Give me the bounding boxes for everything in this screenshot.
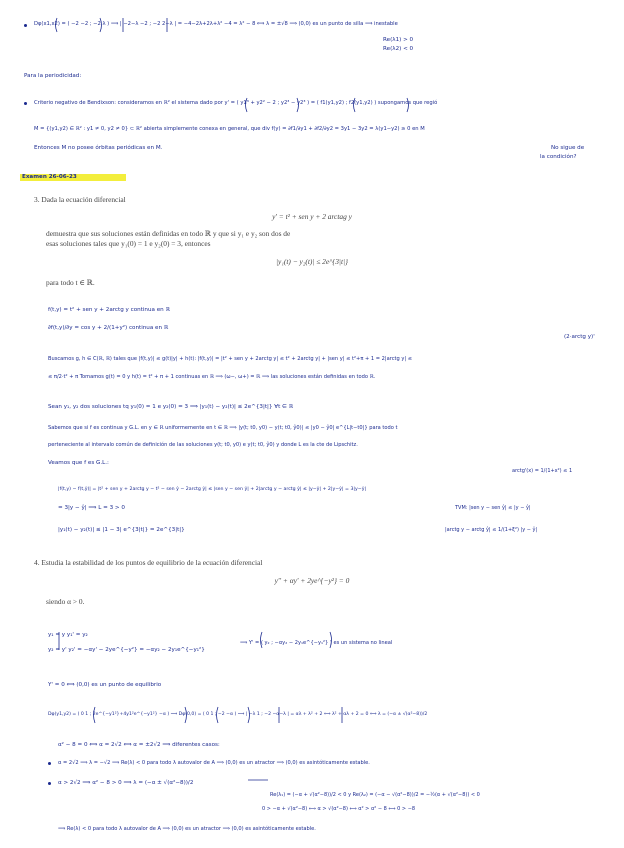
q3-text-2: esas soluciones tales que y₁(0) = 1 e y₂(0) = 3, entonces [46, 239, 211, 248]
q3-theorem-2: perteneciente al intervalo común de definición de las soluciones y(t; t0, y0) e y(t; t0, ŷ0) y donde L es la cte de Lipschitz. [48, 442, 358, 448]
q4-equilibrium: Y' = 0 ⟺ (0,0) es un punto de equilibrio [48, 682, 162, 688]
q3-right-note-3: |arctg y − arctg ŷ| ≤ 1/(1+ξ²) |y − ŷ| [445, 527, 538, 533]
q3-lipschitz-line: |f(t,y) − f(t,ŷ)| = |t² + sen y + 2arctg y − t² − sen ŷ − 2arctg ŷ| ≤ |sen y − sen ŷ| + 2|arctg y − arctg ŷ| ≤ |y−ŷ| + 2|y−ŷ| = 3|y−ŷ| [58, 487, 367, 492]
q3-equation: y' = t² + sen y + 2 arctag y [272, 212, 352, 221]
q3-forall: para todo t ∈ ℝ. [46, 278, 95, 287]
exam-label: Examen 26-06-23 [22, 174, 77, 180]
eigen-real-part-2: Re(λ2) < 0 [383, 46, 414, 52]
q4-equation: y'' + αy' + 2ye^{−y²} = 0 [274, 576, 350, 585]
q3-lipschitz-constant: = 3|y − ŷ| ⟹ L = 3 > 0 [58, 505, 125, 511]
bullet-icon [24, 24, 27, 27]
q3-right-note-1: arctg'(x) = 1/(1+x²) ≤ 1 [512, 468, 573, 474]
q4-system-2: y₂ = y' y₂' = −αy' − 2ye^{−y²} = −αy₂ − 2y₁e^{−y₁²} [48, 647, 205, 653]
bendixson-conclusion: Entonces M no posee órbitas periódicas en M. [34, 145, 163, 151]
q4-inequality-chain: 0 > −α + √(α²−8) ⟺ α > √(α²−8) ⟺ α² > α² − 8 ⟺ 0 > −8 [262, 806, 416, 812]
margin-note-1: No sigue de [551, 145, 585, 151]
q4-system-1: y₁ = y y₁' = y₂ [48, 632, 88, 638]
bullet-icon [48, 782, 51, 785]
bullet-icon [48, 762, 51, 765]
q4-condition: siendo α > 0. [46, 597, 85, 606]
q3-solutions: Sean y₁, y₂ dos soluciones tq y₁(0) = 1 e y₂(0) = 3 ⟹ |y₁(t) − y₂(t)| ≤ 2e^{3|t|} ∀t ∈ ℝ [48, 404, 294, 410]
q4-conclusion: ⟹ Re(λ) < 0 para todo λ autovalor de A ⟹ (0,0) es un atractor ⟹ (0,0) es asintóticamente estable. [58, 826, 316, 832]
q4-jacobian: Dφ(y1,y2) = ( 0 1 ; 2e^{−y1²}+4y1²e^{−y1²} −α ) ⟹ Dφ(0,0) = ( 0 1 ; −2 −α ) ⟹ | −λ 1 ; −2 −α−λ | = αλ + λ² + 2 ⟺ λ² + αλ + 2 = 0 ⟺ λ = (−α ± √(α²−8))/2 [48, 712, 428, 717]
q3-f-continuity: f(t,y) = t² + sen y + 2arctg y continua en ℝ [48, 307, 170, 313]
bullet-icon [24, 102, 27, 105]
periodicity-title: Para la periodicidad: [24, 73, 82, 79]
q3-inequality: |y₁(t) − y₂(t)| ≤ 2e^{3|t|} [276, 257, 348, 266]
q3-df-continuity: ∂f(t,y)/∂y = cos y + 2/(1+y²) continua en ℝ [48, 325, 169, 331]
q4-cases-title: α² − 8 = 0 ⟺ α = 2√2 ⟺ α = ±2√2 ⟹ diferentes casos: [58, 742, 220, 748]
jacobian-line: Dφ(x1,x2) = ( −2 −2 ; −2 λ ) ⟹ | −2−λ −2 ; −2 2−λ | = −4−2λ+2λ+λ² −4 = λ² − 8 ⟺ λ = ±√8 ⟹ (0,0) es un punto de silla ⟹ inestable [34, 21, 398, 27]
bendixson-line-1: Criterio negativo de Bendixson: consideramos en ℝ² el sistema dado por y' = ( y1³ + y2² − 2 ; y2³ − y2³ ) = ( f1(y1,y2) ; f2(y1,y2) ) supongamos que regió [34, 100, 438, 106]
q4-real-parts: Re(λ₁) = (−α + √(α²−8))/2 < 0 y Re(λ₂) = (−α − √(α²−8))/2 = −½(α + √(α²−8)) < 0 [270, 792, 480, 798]
q3-gl-title: Veamos que f es G.L.: [48, 460, 109, 466]
q4-system-vector: ⟹ Y' = ( y₂ ; −αy₂ − 2y₁e^{−y₁²} ) es un sistema no lineal [240, 640, 393, 646]
q4-case-greater: α > 2√2 ⟹ α² − 8 > 0 ⟹ λ = (−α ± √(α²−8))/2 [58, 780, 194, 786]
q3-right-note-2: TVM: |sen y − sen ŷ| ≤ |y − ŷ| [455, 505, 531, 511]
bendixson-line-2: M = {(y1,y2) ∈ ℝ² : y1 ≠ 0, y2 ≠ 0} ⊂ ℝ² abierta simplemente conexa en general, que div f(y) = ∂f1/∂y1 + ∂f2/∂y2 = 3y1 − 3y2 = λ(y1−y2) ≥ 0 en M [34, 126, 425, 132]
q3-text-1: demuestra que sus soluciones están definidas en todo ℝ y que si y₁ e y₂ son dos de [46, 229, 291, 238]
q3-theorem-1: Sabemos que si f es continua y G.L. en y ∈ ℝ uniformemente en t ∈ ℝ ⟹ |y(t; t0, y0) − y(t; t0, ŷ0)| ≤ |y0 − ŷ0| e^{L|t−t0|} para todo t [48, 425, 398, 431]
q3-side-note: (2·arctg y)' [564, 334, 595, 340]
margin-note-2: la condición? [540, 154, 577, 160]
q3-bound-line-1: Buscamos g, h ∈ C(ℝ, ℝ) tales que |f(t,y)| ≤ g(t)|y| + h(t): |f(t,y)| = |t² + sen y + 2arctg y| ≤ t² + 2arctg y| + |sen y| ≤ t²+π + 1 = 2|arctg y| ≤ [48, 356, 412, 362]
eigen-real-part-1: Re(λ1) > 0 [383, 37, 414, 43]
q4-case-equal: α = 2√2 ⟹ λ = −√2 ⟹ Re(λ) < 0 para todo λ autovalor de A ⟹ (0,0) es un atractor ⟹ (0,0) es asintóticamente estable. [58, 760, 370, 766]
q3-statement: 3. Dada la ecuación diferencial [34, 195, 126, 204]
q3-bound-line-2: ≤ π/2·t² + π Tomamos g(t) = 0 y h(t) = t² + π + 1 continuas en ℝ ⟹ (ω−, ω+) = ℝ ⟹ las soluciones están definidas en todo ℝ. [48, 374, 376, 380]
q4-statement: 4. Estudia la estabilidad de los puntos de equilibrio de la ecuación diferencial [34, 558, 263, 567]
q3-final-bound: |y₁(t) − y₂(t)| ≤ |1 − 3| e^{3|t|} = 2e^{3|t|} [58, 527, 185, 533]
